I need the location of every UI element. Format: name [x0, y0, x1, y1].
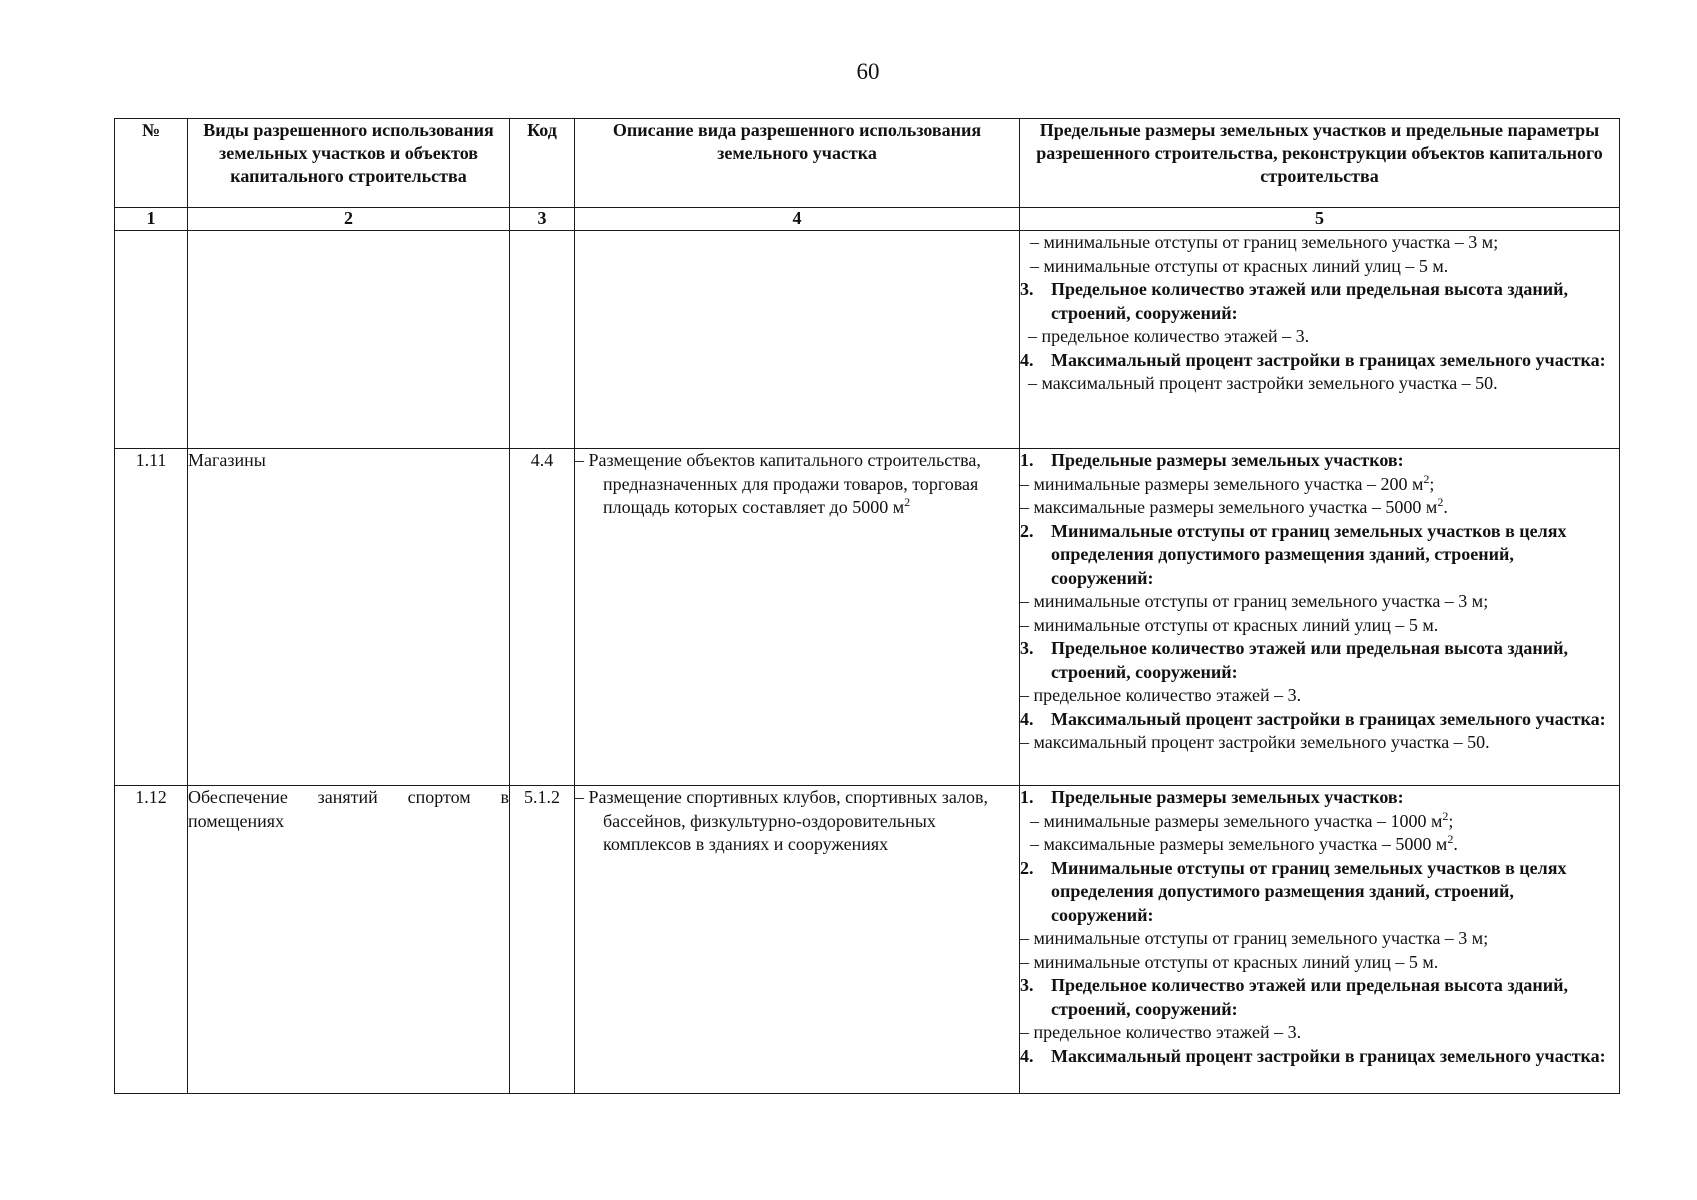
- header-code: Код: [510, 119, 575, 208]
- heading-text: Максимальный процент застройки в границах земельного участка:: [1051, 1045, 1606, 1066]
- table-row-1-12: [115, 786, 1620, 1094]
- param-heading: [1020, 708, 1619, 732]
- superscript: 2: [1437, 495, 1444, 509]
- description-item: [575, 449, 1019, 520]
- param-line: – максимальный процент застройки земельного участка – 50.: [1028, 373, 1498, 393]
- heading-number: 4.: [1020, 349, 1034, 370]
- heading-text: Минимальные отступы от границ земельных участков в целях определения допустимого размещения зданий, строений, сооружений:: [1051, 857, 1567, 925]
- header-use-type: Виды разрешенного использования земельных участков и объектов капитального строительства: [188, 119, 510, 208]
- cell-number: 1.11: [115, 449, 188, 786]
- superscript: 2: [904, 495, 911, 509]
- param-text-end: .: [1453, 834, 1458, 854]
- cell-use-type: [188, 231, 510, 449]
- param-text-end: ;: [1448, 810, 1454, 831]
- cell-use-type: Обеспечение занятий спортом в помещениях: [188, 786, 510, 1094]
- param-heading: [1020, 786, 1619, 810]
- param-heading: [1020, 449, 1619, 473]
- cell-parameters: [1020, 231, 1620, 449]
- column-number-row: [115, 208, 1620, 231]
- param-heading: [1020, 637, 1619, 684]
- heading-number: 3.: [1020, 279, 1034, 299]
- param-line: – минимальные отступы от границ земельного участка – 3 м;: [1030, 232, 1499, 252]
- param-heading: [1020, 974, 1619, 1021]
- param-line: – максимальный процент застройки земельного участка – 50.: [1020, 732, 1490, 752]
- param-text: – максимальные размеры земельного участка – 5000 м: [1020, 497, 1438, 517]
- param-text: – минимальные размеры земельного участка – 200 м: [1020, 473, 1424, 494]
- cell-use-type: Магазины: [188, 449, 510, 786]
- param-line: [1020, 833, 1619, 857]
- heading-number: 1.: [1020, 787, 1034, 807]
- heading-text: Минимальные отступы от границ земельных участков в целях определения допустимого размещения зданий, строений, сооружений:: [1051, 520, 1567, 588]
- heading-number: 1.: [1020, 450, 1034, 470]
- cell-code: 5.1.2: [510, 786, 575, 1094]
- param-heading: [1020, 349, 1619, 373]
- param-line: – минимальные отступы от границ земельного участка – 3 м;: [1020, 928, 1489, 948]
- param-line: [1020, 810, 1619, 834]
- description-text: – Размещение объектов капитального строительства, предназначенных для продажи товаров, торговая площадь которых составляет до 5000 м: [575, 450, 981, 517]
- param-line: – минимальные отступы от красных линий улиц – 5 м.: [1020, 951, 1439, 972]
- cell-description: [575, 786, 1020, 1094]
- column-number-2: 2: [188, 208, 510, 231]
- header-parameters: Предельные размеры земельных участков и предельные параметры разрешенного строительства, реконструкции объектов капитального строительства: [1020, 119, 1620, 208]
- cell-number: 1.12: [115, 786, 188, 1094]
- table-row-1-11: [115, 449, 1620, 786]
- heading-number: 3.: [1020, 638, 1034, 658]
- heading-text: Максимальный процент застройки в границах земельного участка:: [1051, 349, 1606, 370]
- description-item: – Размещение спортивных клубов, спортивных залов, бассейнов, физкультурно-оздоровительных комплексов в зданиях и сооружениях: [575, 787, 988, 854]
- param-line: [1020, 473, 1619, 497]
- heading-text: Предельное количество этажей или предельная высота зданий, строений, сооружений:: [1051, 975, 1569, 1019]
- table-row-continued: [115, 231, 1620, 449]
- cell-description: [575, 449, 1020, 786]
- param-heading: [1020, 1045, 1619, 1069]
- param-line: – минимальные отступы от красных линий улиц – 5 м.: [1030, 255, 1449, 276]
- cell-description: [575, 231, 1020, 449]
- param-heading: [1020, 857, 1619, 928]
- header-number: №: [115, 119, 188, 208]
- superscript: 2: [1423, 471, 1430, 486]
- cell-code: [510, 231, 575, 449]
- column-number-3: 3: [510, 208, 575, 231]
- heading-text: Предельное количество этажей или предельная высота зданий, строений, сооружений:: [1051, 638, 1569, 682]
- land-use-table: [114, 118, 1620, 1094]
- heading-number: 4.: [1020, 1045, 1034, 1066]
- param-heading: [1020, 278, 1619, 325]
- heading-text: Предельные размеры земельных участков:: [1051, 450, 1404, 470]
- param-line: – предельное количество этажей – 3.: [1020, 1022, 1302, 1042]
- cell-code: 4.4: [510, 449, 575, 786]
- header-description: Описание вида разрешенного использования земельного участка: [575, 119, 1020, 208]
- header-row: [115, 119, 1620, 208]
- column-number-1: 1: [115, 208, 188, 231]
- heading-number: 3.: [1020, 975, 1034, 995]
- param-line: – минимальные отступы от границ земельного участка – 3 м;: [1020, 591, 1489, 611]
- param-text: – минимальные размеры земельного участка – 1000 м: [1030, 810, 1443, 831]
- param-line: – предельное количество этажей – 3.: [1020, 685, 1302, 705]
- heading-number: 2.: [1020, 520, 1034, 541]
- heading-text: Предельные размеры земельных участков:: [1051, 787, 1404, 807]
- column-number-5: 5: [1020, 208, 1620, 231]
- param-line: [1020, 496, 1619, 520]
- column-number-4: 4: [575, 208, 1020, 231]
- param-text-end: .: [1443, 497, 1448, 517]
- param-text: – максимальные размеры земельного участка – 5000 м: [1030, 834, 1448, 854]
- superscript: 2: [1447, 832, 1454, 846]
- param-line: – предельное количество этажей – 3.: [1028, 326, 1310, 346]
- param-line: – минимальные отступы от красных линий улиц – 5 м.: [1020, 614, 1439, 635]
- heading-number: 2.: [1020, 857, 1034, 878]
- heading-text: Максимальный процент застройки в границах земельного участка:: [1051, 708, 1606, 729]
- cell-parameters: [1020, 449, 1620, 786]
- cell-number: [115, 231, 188, 449]
- param-heading: [1020, 520, 1619, 591]
- superscript: 2: [1442, 808, 1449, 823]
- heading-number: 4.: [1020, 708, 1034, 729]
- cell-parameters: [1020, 786, 1620, 1094]
- heading-text: Предельное количество этажей или предельная высота зданий, строений, сооружений:: [1051, 279, 1569, 323]
- page-number: 60: [856, 59, 880, 84]
- param-text-end: ;: [1429, 473, 1435, 494]
